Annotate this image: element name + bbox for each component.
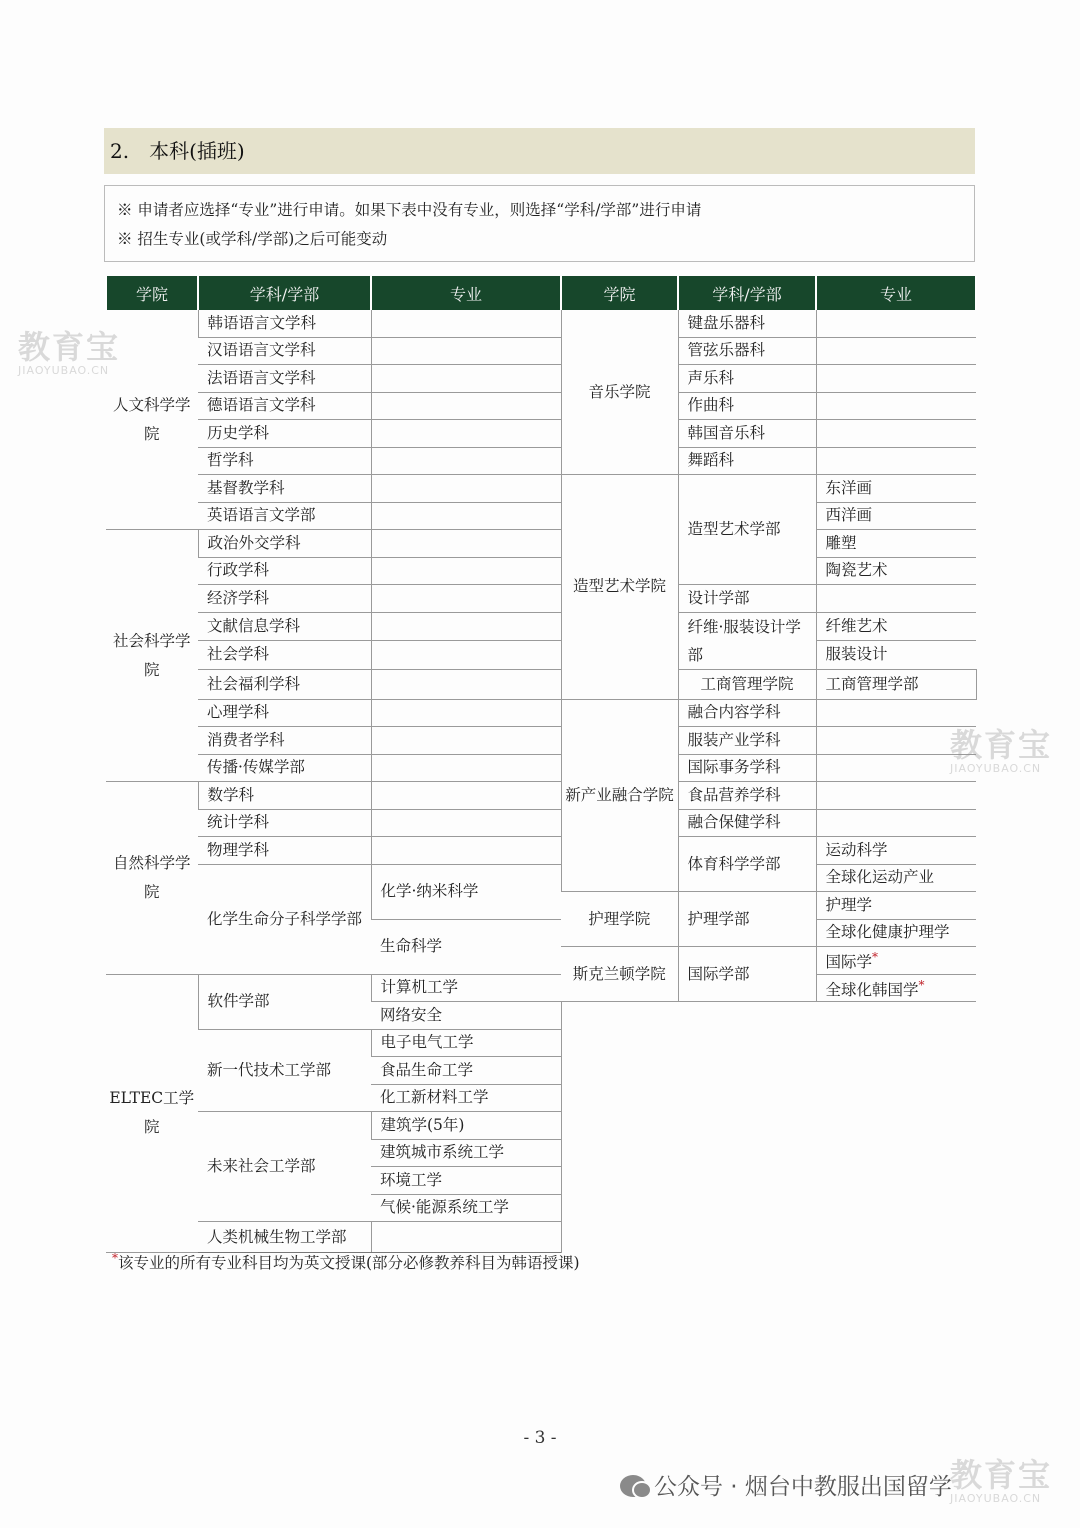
dept-international: 国际学部 [678, 947, 816, 1002]
watermark-text: 教育宝 [18, 328, 121, 366]
header-college: 学院 [561, 276, 678, 310]
dept-cell: 心理学科 [198, 699, 371, 727]
college-natural: 自然科学学院 [106, 782, 198, 975]
college-scranton: 斯克兰顿学院 [561, 947, 678, 1002]
major-cell [371, 530, 561, 558]
dept-cell: 汉语语言文学科 [198, 337, 371, 365]
dept-cell: 舞蹈科 [678, 447, 816, 475]
table-row [106, 585, 976, 613]
wechat-icon [620, 1475, 646, 1497]
dept-cell: 行政学科 [198, 557, 371, 585]
major-cell: 服装设计 [816, 641, 976, 670]
watermark-text: 教育宝 [950, 726, 1053, 764]
table-row [106, 310, 976, 337]
table-row [106, 365, 976, 393]
college-business: 工商管理学院 [678, 669, 816, 699]
major-cell [371, 557, 561, 585]
table-row [106, 420, 976, 448]
major-cell: 化学·纳米科学 [371, 864, 561, 919]
dept-cell: 哲学科 [198, 447, 371, 475]
wechat-account-label: 公众号 · 烟台中教服出国留学 [654, 1474, 952, 1500]
major-cell [371, 669, 561, 699]
footnote-text: 该专业的所有专业科目均为英文授课(部分必修教养科目为韩语授课) [118, 1254, 580, 1273]
dept-fiber-fashion: 纤维·服装设计学部 [678, 612, 816, 669]
major-cell [371, 754, 561, 782]
dept-sports-science: 体育科学学部 [678, 837, 816, 892]
dept-cell: 经济学科 [198, 585, 371, 613]
dept-cell: 键盘乐器科 [678, 310, 816, 337]
major-cell [371, 699, 561, 727]
dept-cell: 德语语言文学科 [198, 392, 371, 420]
dept-cell: 法语语言文学科 [198, 365, 371, 393]
dept-cell: 声乐科 [678, 365, 816, 393]
major-cell [816, 809, 976, 837]
empty-area [561, 1002, 976, 1253]
dept-cell: 政治外交学科 [198, 530, 371, 558]
major-cell [371, 337, 561, 365]
table-row [106, 837, 976, 865]
watermark-domain: JIAOYUBAO.CN [950, 1492, 1042, 1505]
major-cell: 全球化运动产业 [816, 864, 976, 892]
major-cell [371, 782, 561, 810]
table-row [106, 669, 976, 699]
major-cell [371, 447, 561, 475]
major-cell [371, 727, 561, 755]
major-cell [371, 365, 561, 393]
table-row [106, 782, 976, 810]
dept-cell: 社会福利学科 [198, 669, 371, 699]
table-row [106, 502, 976, 530]
table-row [106, 974, 976, 1002]
dept-cell: 社会学科 [198, 641, 371, 670]
major-cell [371, 502, 561, 530]
dept-cell: 统计学科 [198, 809, 371, 837]
table-row [106, 557, 976, 585]
dept-cell: 韩国音乐科 [678, 420, 816, 448]
table-row [106, 447, 976, 475]
header-college: 学院 [106, 276, 198, 310]
major-cell: 食品生命工学 [371, 1057, 561, 1085]
note-line: ※ 招生专业(或学科/学部)之后可能变动 [117, 230, 388, 248]
major-cell: 东洋画 [816, 475, 976, 503]
header-dept: 学科/学部 [198, 276, 371, 310]
college-social: 社会科学学院 [106, 530, 198, 782]
major-cell [371, 809, 561, 837]
table-row [106, 530, 976, 558]
major-cell [816, 337, 976, 365]
major-cell [371, 310, 561, 337]
major-cell [816, 947, 976, 975]
watermark-text: 教育宝 [950, 1456, 1053, 1494]
major-cell: 建筑学(5年) [371, 1112, 561, 1140]
majors-table [105, 276, 976, 1253]
dept-cell: 作曲科 [678, 392, 816, 420]
table-row [106, 475, 976, 503]
major-cell: 电子电气工学 [371, 1029, 561, 1057]
dept-cell: 消费者学科 [198, 727, 371, 755]
table-row [106, 754, 976, 782]
major-cell [371, 392, 561, 420]
table-row [106, 727, 976, 755]
dept-cell: 传播·传媒学部 [198, 754, 371, 782]
major-cell: 护理学 [816, 892, 976, 920]
watermark-domain: JIAOYUBAO.CN [18, 364, 110, 377]
english-taught-star: * [918, 977, 925, 992]
dept-cell: 英语语言文学部 [198, 502, 371, 530]
wechat-footer [620, 1468, 952, 1501]
dept-cell: 融合保健学科 [678, 809, 816, 837]
header-major: 专业 [816, 276, 976, 310]
dept-human-machine: 人类机械生物工学部 [198, 1222, 371, 1253]
major-cell: 生命科学 [371, 919, 561, 974]
table-row [106, 699, 976, 727]
watermark-logo [950, 1458, 1052, 1505]
major-cell [816, 392, 976, 420]
dept-nursing: 护理学部 [678, 892, 816, 947]
dept-cell: 融合内容学科 [678, 699, 816, 727]
major-label: 国际学 [825, 953, 873, 972]
major-cell [816, 585, 976, 613]
major-cell [371, 612, 561, 641]
table-row [106, 337, 976, 365]
dept-cell: 管弦乐器科 [678, 337, 816, 365]
major-cell [371, 837, 561, 865]
major-cell: 网络安全 [371, 1002, 561, 1030]
dept-cell: 国际事务学科 [678, 754, 816, 782]
page-number: - 3 - [523, 1428, 557, 1448]
dept-cell: 数学科 [198, 782, 371, 810]
major-label: 全球化韩国学 [825, 980, 919, 999]
section-title: 2. 本科(插班) [104, 128, 975, 174]
dept-cell: 物理学科 [198, 837, 371, 865]
major-cell: 雕塑 [816, 530, 976, 558]
dept-cell: 工商管理学部 [816, 669, 976, 699]
watermark-logo [18, 330, 120, 377]
major-cell [371, 641, 561, 670]
major-cell: 建筑城市系统工学 [371, 1139, 561, 1167]
major-cell: 气候·能源系统工学 [371, 1194, 561, 1222]
dept-future-society: 未来社会工学部 [198, 1112, 371, 1222]
note-line: ※ 申请者应选择“专业”进行申请。如果下表中没有专业，则选择“学科/学部”进行申请 [117, 201, 702, 219]
major-cell: 陶瓷艺术 [816, 557, 976, 585]
dept-software: 软件学部 [198, 974, 371, 1029]
major-cell [371, 475, 561, 503]
college-humanities: 人文科学学院 [106, 310, 198, 530]
table-header-row [106, 276, 976, 310]
college-nursing: 护理学院 [561, 892, 678, 947]
dept-chem-life: 化学生命分子科学学部 [198, 864, 371, 974]
watermark-domain: JIAOYUBAO.CN [950, 762, 1042, 775]
table-row [106, 641, 976, 670]
footnote-star: * [112, 1251, 118, 1265]
major-cell: 化工新材料工学 [371, 1084, 561, 1112]
dept-cell: 设计学部 [678, 585, 816, 613]
major-cell [371, 420, 561, 448]
major-cell: 运动科学 [816, 837, 976, 865]
dept-cell: 历史学科 [198, 420, 371, 448]
dept-next-gen: 新一代技术工学部 [198, 1029, 371, 1112]
table-row [106, 864, 976, 892]
dept-cell: 韩语语言文学科 [198, 310, 371, 337]
major-cell [816, 699, 976, 727]
footnote [112, 1251, 580, 1273]
major-cell: 全球化健康护理学 [816, 919, 976, 947]
dept-plastic-arts: 造型艺术学部 [678, 475, 816, 585]
major-cell [371, 585, 561, 613]
college-music: 音乐学院 [561, 310, 678, 475]
dept-cell: 服装产业学科 [678, 727, 816, 755]
dept-cell: 文献信息学科 [198, 612, 371, 641]
table-row [106, 809, 976, 837]
notes-box [104, 185, 975, 262]
table-row [106, 612, 976, 641]
major-cell [816, 365, 976, 393]
college-art: 造型艺术学院 [561, 475, 678, 700]
major-cell [816, 974, 976, 1002]
dept-cell: 食品营养学科 [678, 782, 816, 810]
major-cell [816, 420, 976, 448]
college-eltec: ELTEC工学院 [106, 974, 198, 1253]
major-cell: 纤维艺术 [816, 612, 976, 641]
major-cell [816, 447, 976, 475]
major-cell [371, 1222, 561, 1253]
dept-cell: 基督教学科 [198, 475, 371, 503]
header-major: 专业 [371, 276, 561, 310]
college-new-industry: 新产业融合学院 [561, 699, 678, 892]
english-taught-star: * [872, 950, 879, 965]
header-dept: 学科/学部 [678, 276, 816, 310]
major-cell: 西洋画 [816, 502, 976, 530]
major-cell: 环境工学 [371, 1167, 561, 1195]
table-row [106, 392, 976, 420]
major-cell [816, 310, 976, 337]
major-cell: 计算机工学 [371, 974, 561, 1002]
major-cell [816, 782, 976, 810]
watermark-logo [950, 728, 1052, 775]
